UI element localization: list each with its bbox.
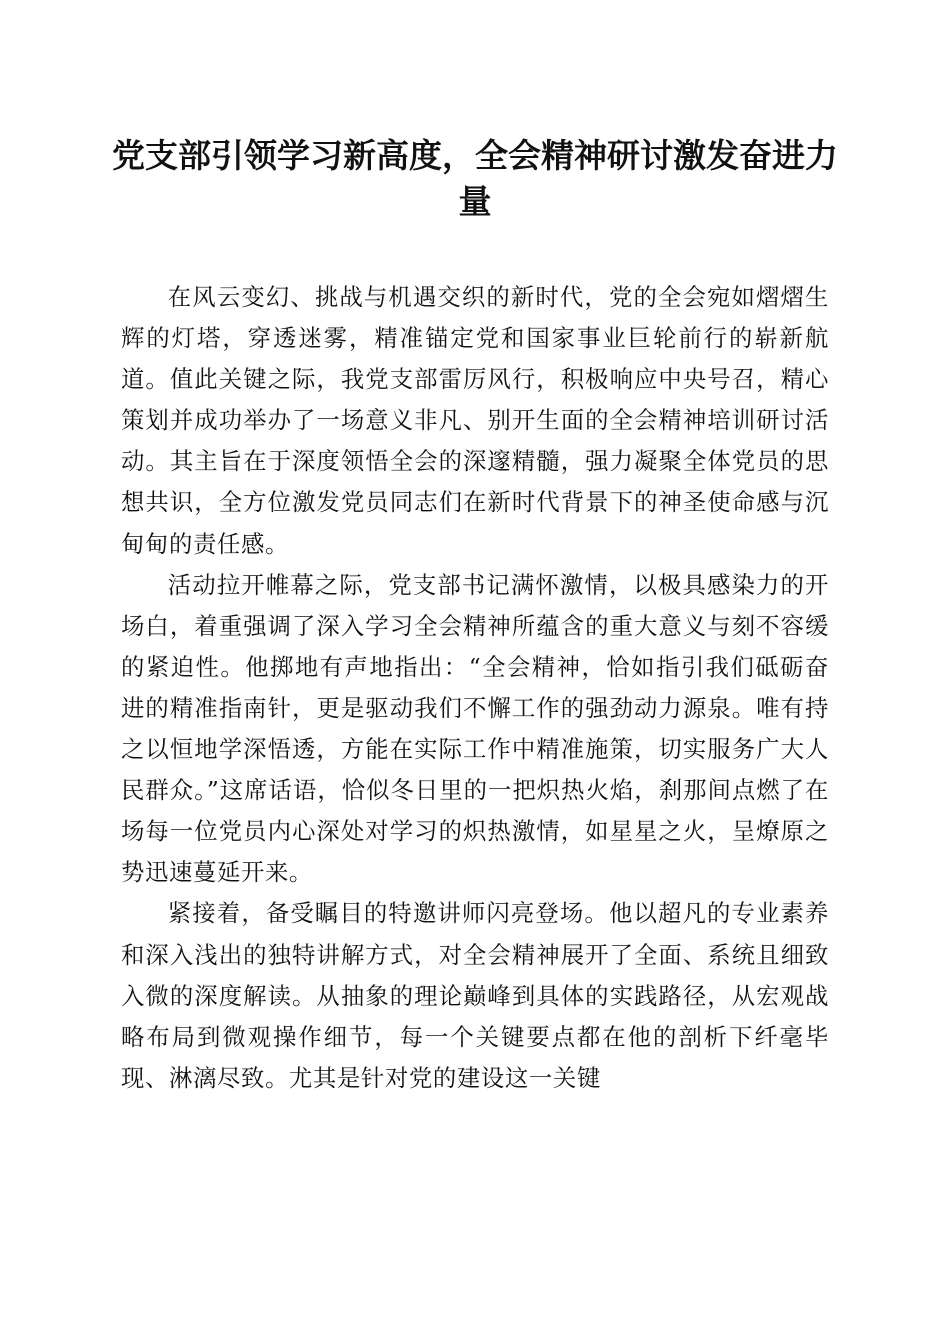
paragraph-3: 紧接着，备受瞩目的特邀讲师闪亮登场。他以超凡的专业素养和深入浅出的独特讲解方式，对全会精神展开了全面、系统且细致入微的深度解读。从抽象的理论巅峰到具体的实践路径，从宏观战略布局到微观操作细节，每一个关键要点都在他的剖析下纤毫毕现、淋漓尽致。尤其是针对党的建设这一关键 (121, 899, 829, 1092)
paragraph-2: 活动拉开帷幕之际，党支部书记满怀激情，以极具感染力的开场白，着重强调了深入学习全会精神所蕴含的重大意义与刻不容缓的紧迫性。他掷地有声地指出：“全会精神，恰如指引我们砥砺奋进的精准指南针，更是驱动我们不懈工作的强劲动力源泉。唯有持之以恒地学深悟透，方能在实际工作中精准施策，切实服务广大人民群众。”这席话语，恰似冬日里的一把炽热火焰，刹那间点燃了在场每一位党员内心深处对学习的炽热激情，如星星之火，呈燎原之势迅速蔓延开来。 (121, 570, 829, 887)
paragraph-1: 在风云变幻、挑战与机遇交织的新时代，党的全会宛如熠熠生辉的灯塔，穿透迷雾，精准锚定党和国家事业巨轮前行的崭新航道。值此关键之际，我党支部雷厉风行，积极响应中央号召，精心策划并成功举办了一场意义非凡、别开生面的全会精神培训研讨活动。其主旨在于深度领悟全会的深邃精髓，强力凝聚全体党员的思想共识，全方位激发党员同志们在新时代背景下的神圣使命感与沉甸甸的责任感。 (121, 283, 829, 558)
document-title: 党支部引领学习新高度，全会精神研讨激发奋进力量 (112, 136, 838, 221)
document-body (121, 277, 829, 1099)
